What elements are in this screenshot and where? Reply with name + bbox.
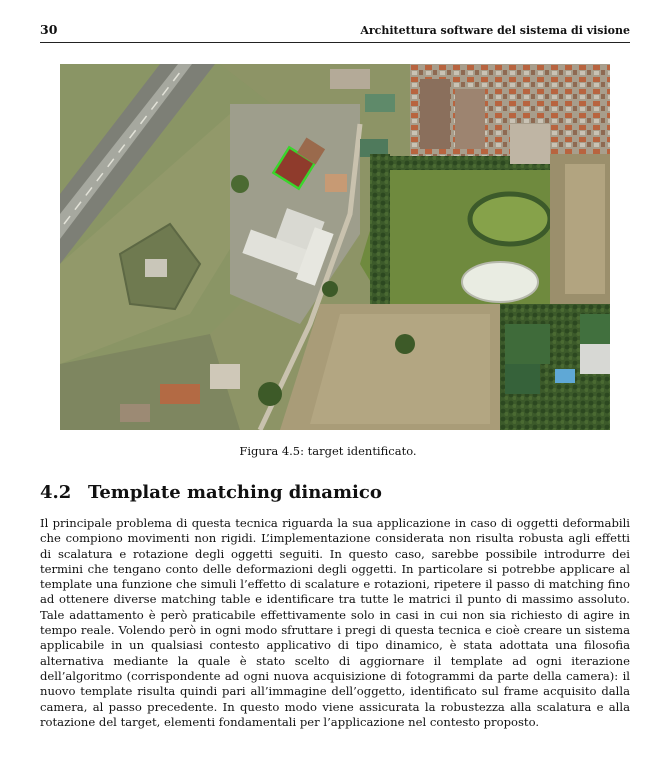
section-heading xyxy=(40,482,382,503)
aerial-photo-figure xyxy=(60,64,610,430)
body-paragraph: Il principale problema di questa tecnica riguarda la sua applicazione in caso di oggetti deformabili che compiono movimenti non rigidi. L’implementazione considerata non risulta robusta agli effetti di scalatura e rotazione degli oggetti seguiti. In questo caso, sarebbe possibile introdurre dei termini che tengano conto delle deformazioni degli oggetti. In particolare si potrebbe applicare al template una funzione che simuli l’effetto di scalature e rotazioni, ripetere il passo di matching fino ad ottenere diverse matching table e identificare tra tutte le matrici il punto di massimo assoluto. Tale adattamento è però praticabile effettivamente solo in casi in cui non sia richiesto di agire in tempo reale. Volendo però in ogni modo sfruttare i pregi di questa tecnica e cioè creare un sistema applicabile in un qualsiasi contesto applicativo di tipo dinamico, è stata adottata una filosofia alternativa mediante la quale è stato scelto di aggiornare il template ad ogni iterazione dell’algoritmo (corrispondente ad ogni nuova acquisizione di fotogrammi da parte della camera): il nuovo template risulta quindi pari all’immagine dell’oggetto, identificato sul frame acquisito dalla camera, al passo precedente. In questo modo viene assicurata la robustezza alla scalatura e alla rotazione del target, elementi fondamentali per l’applicazione nel contesto proposto. xyxy=(40,516,630,729)
page-number: 30 xyxy=(40,22,58,37)
page-header xyxy=(40,22,630,43)
aerial-photo xyxy=(60,64,610,430)
section-number: 4.2 xyxy=(40,482,72,503)
section-title: Template matching dinamico xyxy=(88,482,382,503)
running-title: Architettura software del sistema di visione xyxy=(360,24,630,37)
figure-caption: Figura 4.5: target identificato. xyxy=(239,444,417,458)
